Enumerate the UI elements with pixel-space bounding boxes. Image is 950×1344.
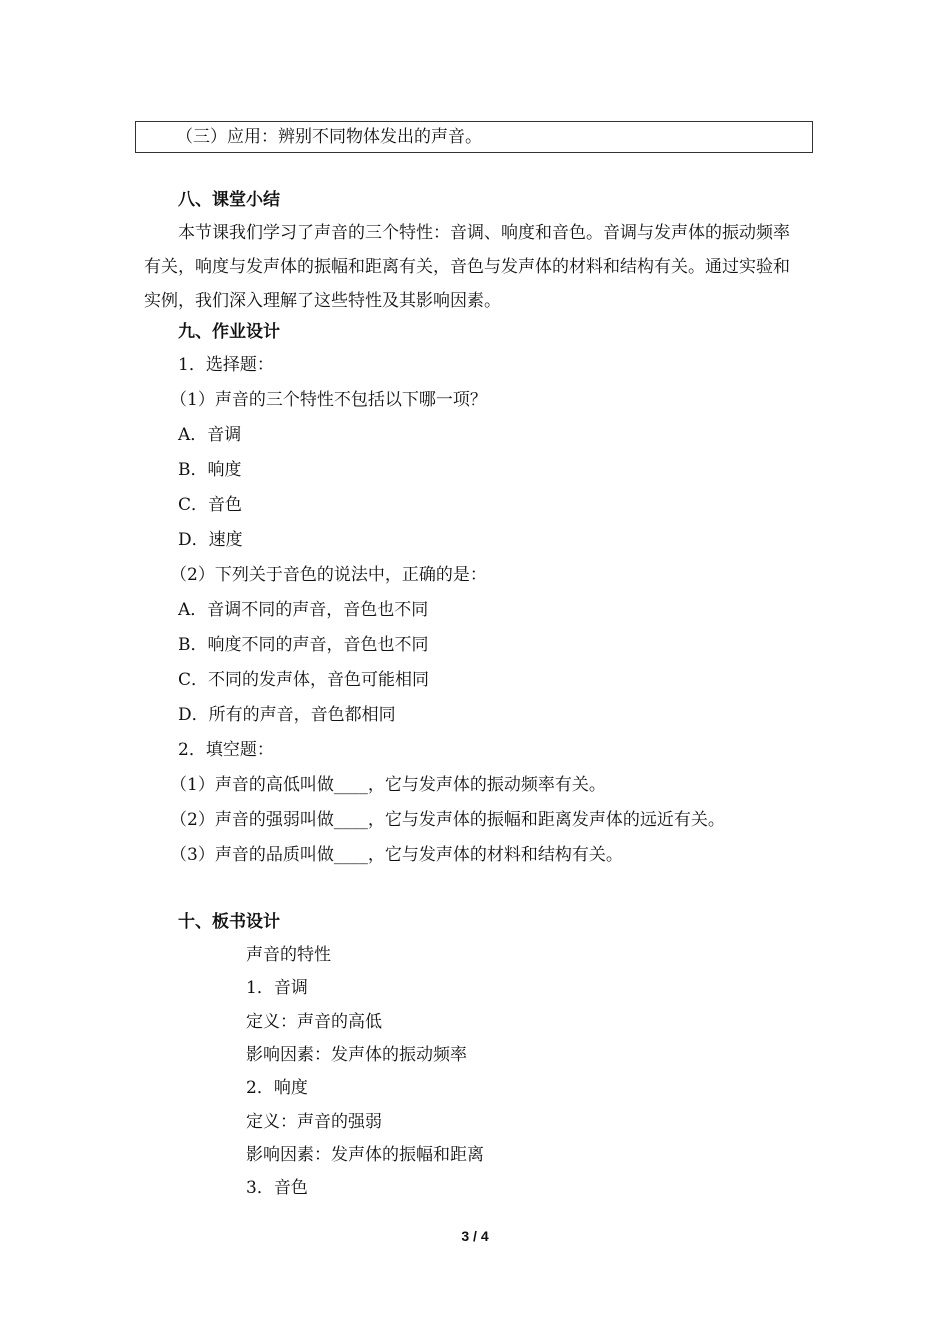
- fill-blank-3: （3）声音的品质叫做____，它与发声体的材料和结构有关。: [170, 845, 623, 865]
- choice-question-title: 1．选择题：: [178, 355, 274, 375]
- page-number: 3 / 4: [461, 1228, 489, 1244]
- section8-heading: 八、课堂小结: [178, 190, 280, 210]
- board-item-loudness: 2．响度: [246, 1078, 308, 1098]
- board-pitch-factor: 影响因素：发声体的振动频率: [246, 1045, 467, 1065]
- question-2-option-a: A．音调不同的声音，音色也不同: [178, 600, 429, 620]
- board-loudness-factor: 影响因素：发声体的振幅和距离: [246, 1145, 484, 1165]
- fill-blank-title: 2．填空题：: [178, 740, 274, 760]
- question-1-option-c: C．音色: [178, 495, 243, 515]
- board-item-timbre: 3．音色: [246, 1178, 308, 1198]
- question-1-option-a: A．音调: [178, 425, 242, 445]
- question-1-option-d: D．速度: [178, 530, 243, 550]
- question-1-option-b: B．响度: [178, 460, 242, 480]
- board-loudness-definition: 定义：声音的强弱: [246, 1112, 382, 1132]
- question-2-stem: （2）下列关于音色的说法中，正确的是：: [170, 565, 487, 585]
- question-2-option-d: D．所有的声音，音色都相同: [178, 705, 396, 725]
- question-1-stem: （1）声音的三个特性不包括以下哪一项？: [170, 390, 487, 410]
- section10-heading: 十、板书设计: [178, 912, 280, 932]
- section9-heading: 九、作业设计: [178, 322, 280, 342]
- section8-paragraph: 本节课我们学习了声音的三个特性：音调、响度和音色。音调与发声体的振动频率有关，响度与发声体的振幅和距离有关，音色与发声体的材料和结构有关。通过实验和实例，我们深入理解了这些特性及其影响因素。: [144, 223, 790, 311]
- question-2-option-c: C．不同的发声体，音色可能相同: [178, 670, 430, 690]
- application-box: [135, 121, 813, 153]
- board-title: 声音的特性: [246, 945, 331, 965]
- board-pitch-definition: 定义：声音的高低: [246, 1012, 382, 1032]
- fill-blank-2: （2）声音的强弱叫做____，它与发声体的振幅和距离发声体的远近有关。: [170, 810, 725, 830]
- fill-blank-1: （1）声音的高低叫做____，它与发声体的振动频率有关。: [170, 775, 606, 795]
- board-item-pitch: 1．音调: [246, 978, 308, 998]
- application-text: （三）应用：辨别不同物体发出的声音。: [176, 127, 482, 147]
- question-2-option-b: B．响度不同的声音，音色也不同: [178, 635, 429, 655]
